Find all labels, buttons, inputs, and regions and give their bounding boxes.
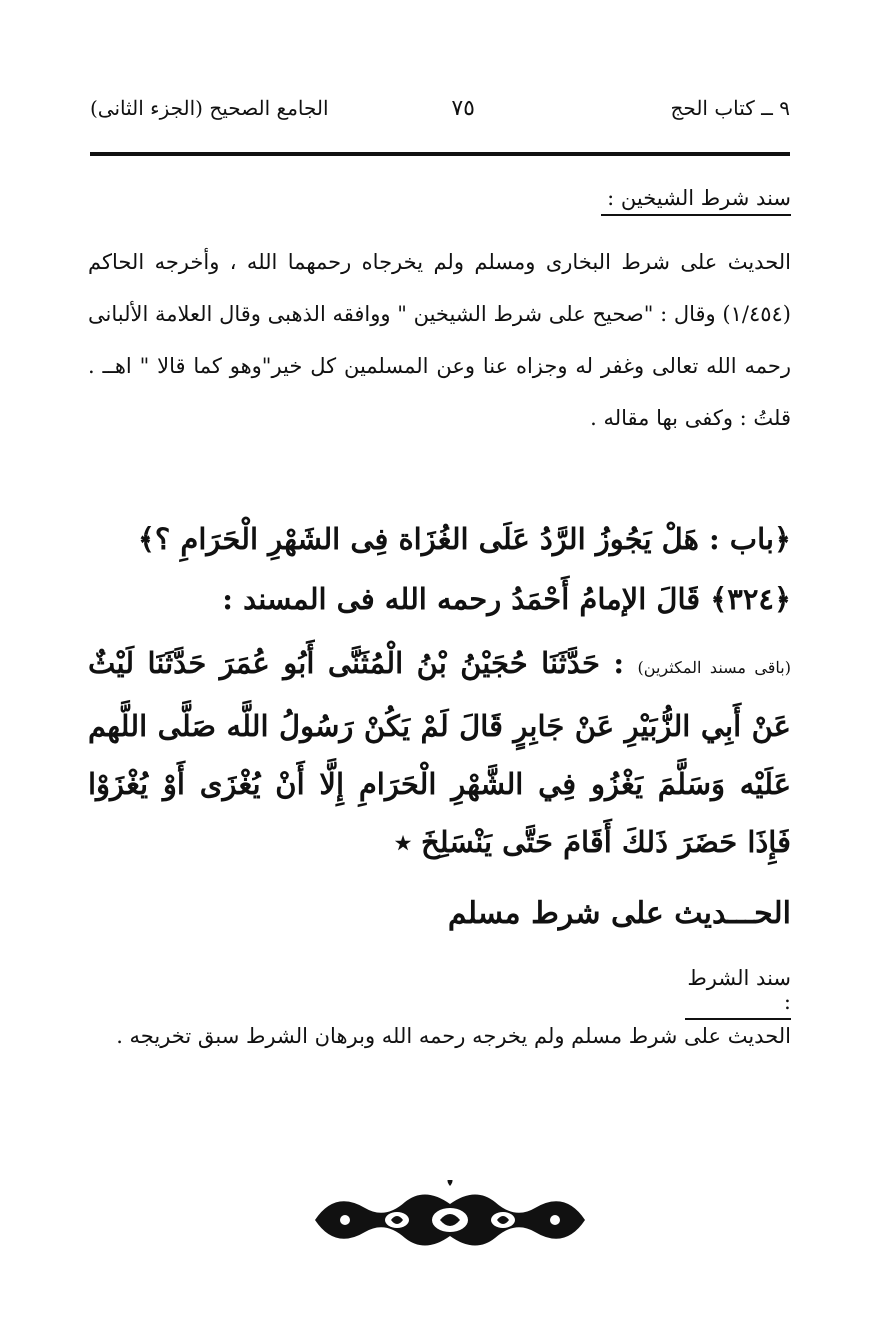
page-header: [90, 96, 790, 136]
hadith-verdict: الحـــديث على شرط مسلم: [447, 896, 791, 931]
source-note: (باقى مسند المكثرين): [637, 658, 791, 677]
end-ornament-icon: [305, 1180, 595, 1260]
hadith-intro: قَالَ الإمامُ أَحْمَدُ رحمه الله فى المسند :: [222, 582, 701, 616]
chapter-running-head: ٩ ــ كتاب الحج: [670, 96, 790, 120]
section-heading-shaykhayn: سند شرط الشيخين :: [601, 186, 791, 216]
hadith-heading: [88, 570, 791, 628]
header-rule: [90, 152, 790, 156]
chapter-title: ﴿باب : هَلْ يَجُوزُ الرَّدُ عَلَى الغُزَاة فِى الشَهْرِ الْحَرَامِ ؟﴾: [137, 522, 791, 556]
hadith-number: ﴿٣٢٤﴾: [710, 582, 791, 616]
paragraph-condition: الحديث على شرط مسلم ولم يخرجه رحمه الله وبرهان الشرط سبق تخريجه .: [116, 1024, 791, 1048]
book-title-running-head: الجامع الصحيح (الجزء الثانى): [90, 96, 329, 120]
page-number: ٧٥: [451, 96, 475, 121]
section-heading-condition: سند الشرط :: [685, 966, 791, 1020]
paragraph-shaykhayn: الحديث على شرط البخارى ومسلم ولم يخرجاه رحمهما الله ، وأخرجه الحاكم (١/٤٥٤) وقال : "صحيح على شرط الشيخين " ووافقه الذهبى وقال العلامة الألبانى رحمه الله تعالى وغفر له وجزاه عنا وعن المسلمين كل خير"وهو كما قالا " اهــ . قلتُ : وكفى بها مقاله .: [88, 250, 791, 430]
hadith-text: : حَدَّثَنَا حُجَيْنُ بْنُ الْمُثَنَّى أَبُو عُمَرَ حَدَّثَنَا لَيْثٌ عَنْ أَبِي الزُّبَيْرِ عَنْ جَابِرٍ قَالَ لَمْ يَكُنْ رَسُولُ اللَّه صَلَّى اللَّهم عَلَيْه وَسَلَّمَ يَغْزُو فِي الشَّهْرِ الْحَرَامِ إِلَّا أَنْ يُغْزَى أَوْ يُغْزَوْا فَإِذَا حَضَرَ ذَلكَ أَقَامَ حَتَّى يَنْسَلِخَ ٭: [88, 646, 791, 859]
hadith-body: [88, 634, 791, 871]
